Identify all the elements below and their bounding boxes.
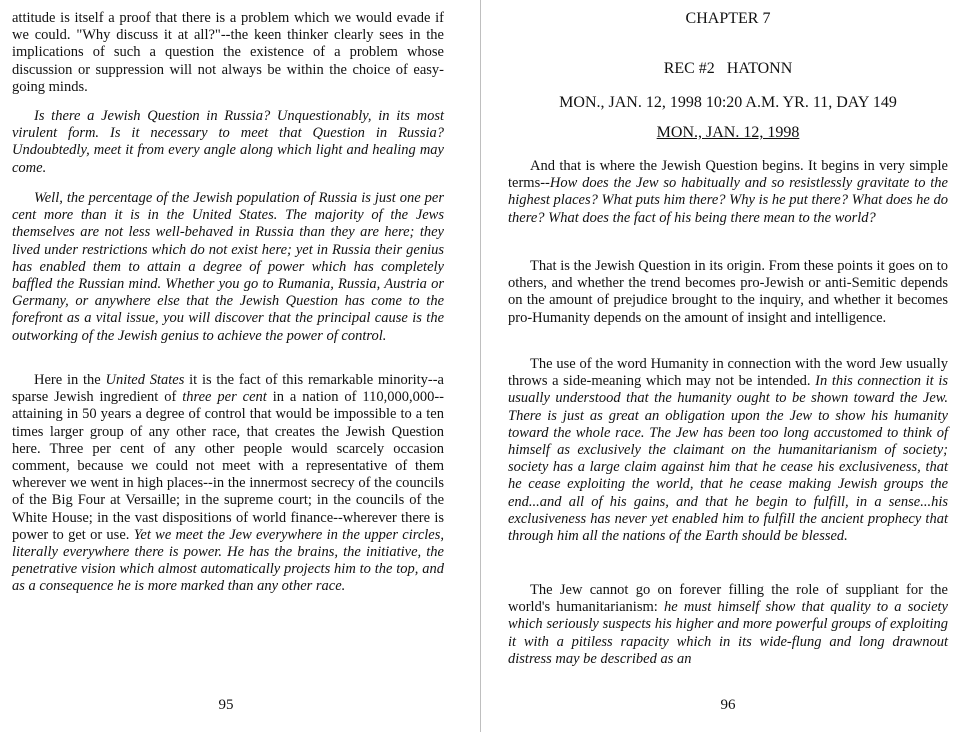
- right-p1-text-a: And that is where the Jewish Question begins. It begins in very simple terms--: [508, 158, 948, 192]
- chapter-heading: CHAPTER 7: [685, 10, 771, 27]
- left-p4-italic-b: United States: [105, 372, 185, 388]
- left-paragraph-1: attitude is itself a proof that there is a problem which we would evade if we could. "Why discuss it at all?"--the keen thinker clearly sees in the implications of such a question the existence of a problem whose discussion or suppression will not always be within the choice of easy-going minds.: [12, 10, 444, 95]
- page-gutter: [480, 0, 481, 732]
- right-p1-italic-b: How does the Jew so habitually and so resistlessly gravitate to the highest places? What puts him there? Why is he put there? What does he do there? What does the fact of his being there mean to the world?: [508, 175, 948, 226]
- left-p4-text-c: it is the fact of this remarkable minority--a sparse Jewish ingredient of: [12, 372, 444, 406]
- left-p4-italic-d: three per cent: [182, 389, 267, 406]
- left-paragraph-2-italic: Is there a Jewish Question in Russia? Unquestionably, in its most virulent form. Is it necessary to meet that Question in Russia? Undoubtedly, meet it from every angle along which light and healing may come.: [12, 108, 444, 176]
- left-paragraph-3: [12, 190, 444, 345]
- date-heading: MON., JAN. 12, 1998 10:20 A.M. YR. 11, DAY 149: [559, 94, 897, 111]
- right-p3-text-a: The use of the word Humanity in connection with the word Jew usually throws a side-meaning which may not be intended.: [508, 356, 948, 390]
- left-p4-italic-f: Yet we meet the Jew everywhere in the upper circles, literally everywhere there is power. He has the brains, the initiative, the penetrative vision which almost automatically projects him to the top, and as a consequence he is more marked than any other race.: [12, 526, 445, 595]
- right-paragraph-2: That is the Jewish Question in its origin. From these points it goes on to others, and whether the trend becomes pro-Jewish or anti-Semitic depends on the amount of prejudice brought to the inquiry, and whether it becomes pro-Humanity depends on the amount of insight and intelligence.: [508, 258, 948, 326]
- left-p4-text-e: in a nation of 110,000,000--attaining in 50 years a degree of control that would be impossible to a ten times larger group of any other race, that creates the Jewish Question here. Three per cent of any other people would scarcely occasion comment, because we could not meet with a representative of them wherever we went in high places--in the innermost secrecy of the councils of the Big Four at Versaille; in the supreme court; in the councils of the White House; in the vast dispositions of world finance--wherever there is power to get or use.: [12, 389, 445, 543]
- right-paragraph-1: [508, 158, 948, 227]
- right-p4-italic-b: he must himself show that quality to a society which seriously suspects his higher and more powerful groups of exploiting it with a pitiless rapacity which in its wide-flung and long drawnout distress may be described as an: [508, 599, 948, 667]
- right-paragraph-3: [508, 356, 948, 545]
- dateline-underlined: MON., JAN. 12, 1998: [656, 124, 800, 141]
- rec-heading: REC #2 HATONN: [663, 60, 793, 77]
- left-paragraph-4: [12, 372, 444, 596]
- left-paragraph-3-italic: Well, the percentage of the Jewish population of Russia is just one per cent more than it is in the United States. The majority of the Jews themselves are not less well-behaved in Russia than they are here; they lived under restrictions which do not exist here; yet in Russia their genius has enabled them to attain a degree of power which has completely baffled the Russian mind. Whether you go to Rumania, Russia, Austria or Germany, or anywhere else that the Jewish Question has come to the forefront as a vital issue, you will discover that the principal cause is the outworking of the Jewish genius to achieve the power of control.: [12, 190, 444, 344]
- left-p4-text-a: Here in the: [34, 372, 106, 388]
- right-p4-text-a: The Jew cannot go on forever filling the role of suppliant for the world's humanitarianism:: [508, 582, 948, 616]
- left-paragraph-2: [12, 108, 444, 177]
- page-number-right: 96: [720, 697, 736, 713]
- right-p3-italic-b: In this connection it is usually understood that the humanity ought to be shown toward the Jew. There is just as great an obligation upon the Jew to show his humanity toward the whole race. The Jew has been too long accustomed to think of himself as exclusively the claimant on the humanitarianism of society; society has a large claim against him that he cease his exclusiveness, that he cease exploiting the world, that he cease making Jewish groups the end...and all of his gains, and that he begin to fulfill, in a sense...his exclusiveness has never yet enabled him to fulfill the ancient prophecy that through him all the nations of the Earth should be blessed.: [508, 373, 948, 545]
- right-paragraph-4: [508, 582, 948, 668]
- page-number-left: 95: [218, 697, 234, 713]
